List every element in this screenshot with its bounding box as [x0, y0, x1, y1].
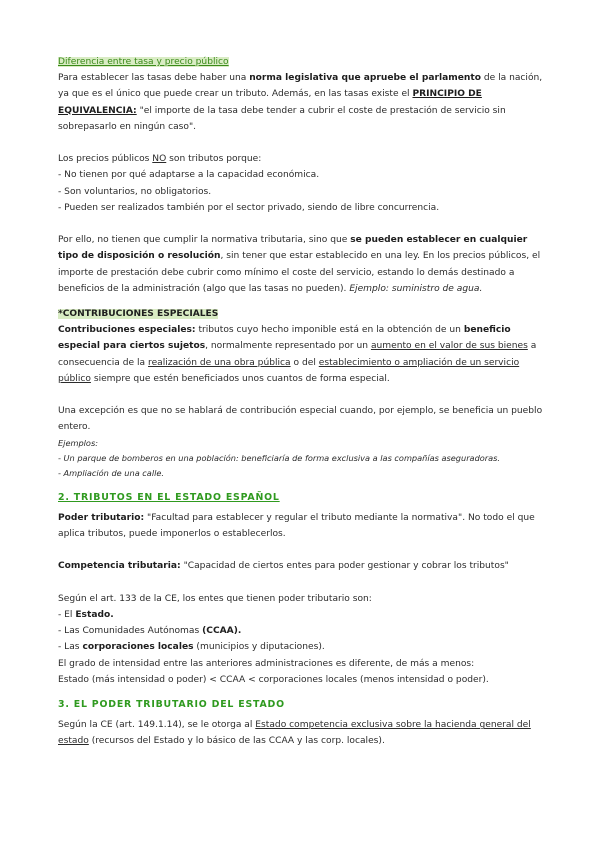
- ejemplos-label: Ejemplos:: [58, 437, 98, 448]
- heading-tributos-estado: [58, 490, 550, 506]
- paragraph-art-133: Según el art. 133 de la CE, los entes que tienen poder tributario son:: [58, 593, 372, 604]
- spacer: [58, 688, 550, 697]
- heading-contribuciones-text: *CONTRIBUCIONES ESPECIALES: [58, 309, 219, 320]
- list-item-corporaciones: [58, 639, 550, 655]
- bold-run: beneficio especial para ciertos sujetos: [58, 325, 511, 352]
- bullet-item: - Son voluntarios, no obligatorios.: [58, 186, 212, 197]
- bold-run: norma legislativa que apruebe el parlamento: [249, 73, 481, 84]
- ejemplo-item: - Ampliación de una calle.: [58, 467, 165, 478]
- text-run: (recursos del Estado y lo básico de las CCAA y las corp. locales).: [88, 736, 385, 747]
- bold-run: Estado.: [75, 610, 114, 621]
- text-run: de la nación, ya que es el único que puede crear un tributo. Además, en las tasas existe el: [58, 73, 543, 100]
- paragraph-grado: El grado de intensidad entre las anteriores administraciones es diferente, de más a menos:: [58, 658, 475, 669]
- text-run: - Las Comunidades Autónomas: [58, 626, 203, 637]
- spacer: [58, 297, 550, 306]
- text-run: "Capacidad de ciertos entes para poder gestionar y cobrar los tributos": [180, 561, 509, 572]
- text-run: Los precios públicos: [58, 154, 153, 165]
- bullet-item: - Pueden ser realizados también por el sector privado, siendo de libre concurrencia.: [58, 202, 440, 213]
- underlined-run: realización de una obra pública: [148, 357, 291, 368]
- bold-run: Competencia tributaria:: [58, 561, 181, 572]
- text-run: - Las: [58, 642, 83, 653]
- paragraph-competencia: [58, 558, 550, 574]
- text-run: Por ello, no tienen que cumplir la normativa tributaria, sino que: [58, 235, 351, 246]
- example-italic: Ejemplo: suministro de agua.: [349, 283, 483, 294]
- paragraph-excepcion: Una excepción es que no se hablará de contribución especial cuando, por ejemplo, se beneficia un pueblo entero.: [58, 406, 543, 433]
- heading-tasa-precio-text: Diferencia entre tasa y precio público: [58, 57, 229, 67]
- text-run: "Facultad para establecer y regular el tributo mediante la normativa". No todo el que aplica tributos, puede imponerlos o establecerlos.: [58, 512, 535, 540]
- text-run: Según la CE (art. 149.1.14), se le otorga al: [58, 720, 256, 731]
- text-run: - El: [58, 610, 76, 621]
- underlined-run: establecimiento o ampliación de un servicio público: [58, 357, 520, 384]
- section-heading-3: 3. EL PODER TRIBUTARIO DEL ESTADO: [58, 699, 285, 711]
- paragraph-tasas: [58, 70, 550, 135]
- ejemplo-item: - Un parque de bomberos en una población: beneficiaría de forma exclusiva a las compañías aseguradoras.: [58, 452, 501, 463]
- principio-equivalencia: PRINCIPIO DE EQUIVALENCIA:: [58, 89, 482, 116]
- text-run: "el importe de la tasa debe tender a cubrir el coste de prestación de servicio sin sobrepasarlo en ningún caso".: [58, 105, 506, 132]
- bold-run: se pueden establecer en cualquier tipo de disposición o resolución: [58, 235, 528, 262]
- text-run: a consecuencia de la: [58, 341, 537, 368]
- spacer: [58, 481, 550, 490]
- text-run: siempre que estén beneficiados unos cuantos de forma especial.: [90, 373, 390, 384]
- bold-run: Contribuciones especiales:: [58, 325, 196, 336]
- text-run: (municipios y diputaciones).: [193, 642, 325, 653]
- underlined-run: Estado competencia exclusiva sobre la hacienda general del estado: [58, 720, 531, 747]
- bold-run: Poder tributario:: [58, 512, 145, 523]
- paragraph-poder-tributario: [58, 510, 550, 542]
- bullet-item: - No tienen por qué adaptarse a la capacidad económica.: [58, 170, 320, 181]
- paragraph-precios-publicos: [58, 151, 550, 167]
- heading-poder-estado: [58, 697, 550, 713]
- bold-run: corporaciones locales: [82, 642, 194, 653]
- spacer: [58, 216, 550, 232]
- heading-tasa-precio: [58, 54, 550, 70]
- list-item-ccaa: [58, 623, 550, 639]
- spacer: [58, 575, 550, 591]
- text-run: son tributos porque:: [166, 154, 262, 165]
- text-run: Para establecer las tasas debe haber una: [58, 73, 250, 84]
- underlined-run: aumento en el valor de sus bienes: [370, 341, 528, 352]
- section-heading-2: 2. TRIBUTOS EN EL ESTADO ESPAÑOL: [58, 491, 280, 503]
- document-content: [58, 54, 550, 750]
- heading-contribuciones: [58, 306, 550, 322]
- paragraph-orden: Estado (más intensidad o poder) < CCAA < corporaciones locales (menos intensidad o poder).: [58, 674, 489, 685]
- text-run: , normalmente representado por un: [205, 341, 371, 352]
- text-run: tributos cuyo hecho imponible está en la obtención de un: [195, 325, 464, 336]
- paragraph-contribuciones: [58, 322, 550, 387]
- spacer: [58, 542, 550, 558]
- spacer: [58, 387, 550, 403]
- no-underlined: NO: [152, 154, 167, 165]
- spacer: [58, 135, 550, 151]
- bold-run: (CCAA).: [202, 626, 242, 637]
- list-item-estado: [58, 607, 550, 623]
- paragraph-por-ello: [58, 232, 550, 297]
- text-run: o del: [290, 357, 319, 368]
- paragraph-ce-149: [58, 717, 550, 749]
- text-run: , sin tener que estar establecido en una ley. En los precios públicos, el importe de prestación debe cubrir como mínimo el coste del servicio, estando lo demás destinado a beneficios de la administración (algo que las tasas no pueden).: [58, 251, 541, 294]
